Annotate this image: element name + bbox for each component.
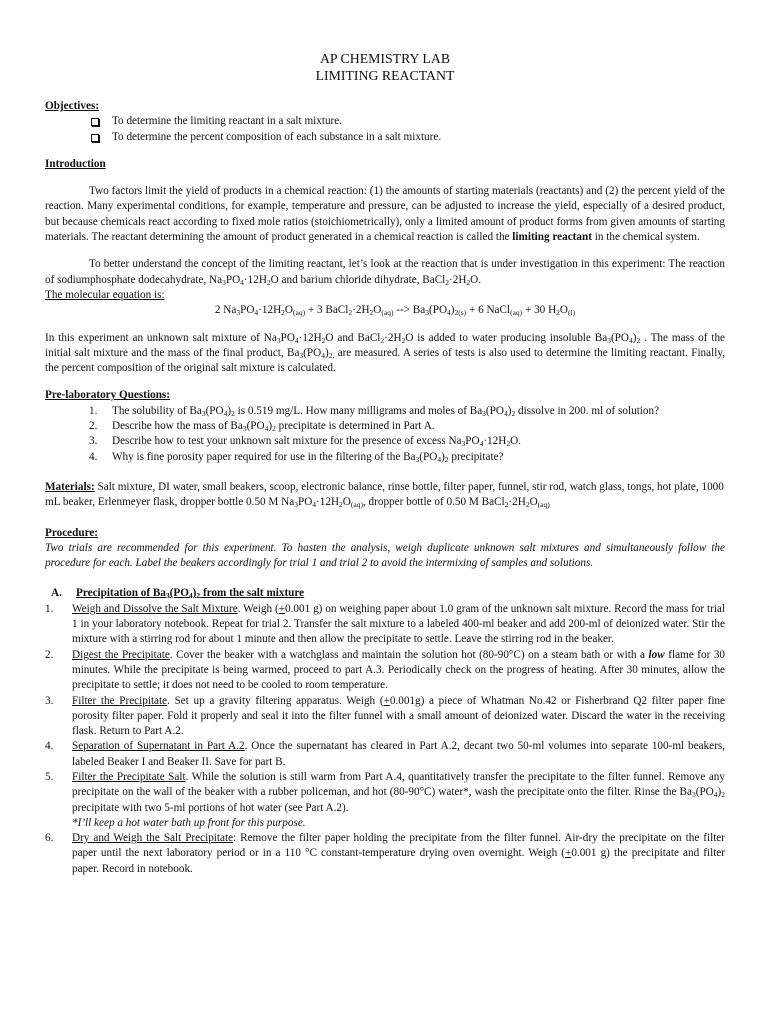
objective-item xyxy=(45,130,725,145)
step-title: Filter the Precipitate xyxy=(72,694,168,707)
prelab-question: 2. Describe how the mass of $Ba_3(PO_4)_2$ precipitate is determined in Part A. xyxy=(89,420,435,434)
molecular-equation: 2 $Na_3PO_4\cdot 12H_2O_{(aq)} + 3$ $BaCl_2\cdot 2H_2O_{(aq)}$ --> $Ba_3(PO_4)_{2(s)} + 6$ NaCl$_{(aq)}$ + 30 $H_2O_{(l)}$ xyxy=(214,304,576,318)
procedure-step: 5. Filter the Precipitate Salt. While the solution is still warm from Part A.4, quantitatively transfer the precipitate to the filter funnel. Remove any precipitate on the wall of the beaker with a rubber policeman, and hot (80-90°C) water*, wash the precipitate onto the filter. Rinse the $Ba_3(PO_4)_2$ precipitate with two 5-ml portions of hot water (see Part A.2). *I’ll keep a hot water bath up front for this purpose. xyxy=(45,770,725,829)
materials-heading: Materials: xyxy=(45,480,95,493)
title-line-1: AP CHEMISTRY LAB xyxy=(319,51,451,66)
step-note: *I’ll keep a hot water bath up front for this purpose. xyxy=(72,816,306,829)
prelab-heading: Pre-laboratory Questions: xyxy=(45,389,171,402)
prelab-question: 4. Why is fine porosity paper required for use in the filtering of the $Ba_3(PO_4)_2$ precipitate? xyxy=(89,450,504,464)
prelab-question-list xyxy=(45,404,725,465)
procedure-step: 4. Separation of Supernatant in Part A.2. Once the supernatant has cleared in Part A.2, decant two 50-ml volumes into separate 100-ml beakers, labeled Beaker I and Beaker II. Save for part B. xyxy=(45,740,725,768)
step-title: Filter the Precipitate Salt xyxy=(72,770,186,783)
title-line-2: LIMITING REACTANT xyxy=(315,68,455,83)
objectives-list xyxy=(45,114,725,145)
introduction-heading: Introduction xyxy=(45,157,106,170)
procedure-step: 3. Filter the Precipitate. Set up a gravity filtering apparatus. Weigh (+0.001g) a piece of Whatman No.42 or Fisherbrand Q2 filter paper fine porosity filter paper. Fold it properly and seal it into the filter funnel with a small amount of deionized water. Discard the water in the receiving flask. Return to Part A.2. xyxy=(45,694,725,738)
procedure-step-list xyxy=(45,602,725,877)
procedure-step: 2. Digest the Precipitate. Cover the beaker with a watchglass and maintain the solution hot (80-90°C) on a steam bath or with a low flame for 30 minutes. While the precipitate is being warmed, proceed to part A.3. Periodically check on the progress of heating. After 30 minutes, allow the precipitate to settle; it does not need to be cooled to room temperature. xyxy=(45,648,726,692)
intro-paragraph-1: Two factors limit the yield of products in a chemical reaction: (1) the amounts of starting materials (reactants) and (2) the percent yield of the reaction. Many experimental conditions, for example, temperature and pressure, can be adjusted to increase the yield, especially of a desired product, but because chemicals react according to fixed mole ratios (stoichiometrically), only a limited amount of product forms from given amounts of starting materials. The reactant determining the amount of product generated in a chemical reaction is called the limiting reactant in the chemical system. xyxy=(45,185,725,244)
procedure-heading: Procedure: xyxy=(45,526,99,539)
prelab-question: 3. Describe how to test your unknown salt mixture for the presence of excess $Na_3PO_4\cdot 12H_2O$. xyxy=(89,435,521,449)
document-title xyxy=(45,50,725,84)
objective-text: To determine the percent composition of each substance in a salt mixture. xyxy=(112,130,442,143)
procedure-section xyxy=(45,526,725,878)
procedure-step: 1. Weigh and Dissolve the Salt Mixture. Weigh (+0.001 g) on weighing paper about 1.0 gram of the unknown salt mixture. Record the mass for trial 1 in your laboratory notebook. Repeat for trial 2. Transfer the salt mixture to a labeled 400-ml beaker and add 200-ml of deionized water. Stir the mixture with a stirring rod for about 1 minute and then allow the precipitate to settle. Leave the stirring rod in the beaker. xyxy=(45,602,726,646)
part-a-heading: A. Precipitation of $Ba_3(PO_4)_2$ from the salt mixture xyxy=(51,587,305,601)
objectives-section xyxy=(45,99,725,145)
intro-paragraph-2: To better understand the concept of the limiting reactant, let’s look at the reaction that is under investigation in this experiment: The reaction of sodiumphosphate dodecahydrate, $Na_3PO_4\cdot 12H_2O$ and barium chloride dihydrate, $BaCl_2\cdot 2H_2O$. xyxy=(45,258,725,287)
prelab-section xyxy=(45,388,725,464)
objective-item xyxy=(45,114,725,129)
step-title: Dry and Weigh the Salt Precipitate xyxy=(72,832,234,845)
materials-section: Materials: Salt mixture, DI water, small beakers, scoop, electronic balance, rinse bottle, filter paper, funnel, stir rod, watch glass, tongs, hot plate, 1000 mL beaker, Erlenmeyer flask, dropper bottle 0.50 M $Na_3PO_4\cdot 12H_2O_{(aq)}$, dropper bottle of 0.50 M $BaCl_2\cdot 2H_2O_{(aq)}$ xyxy=(45,480,724,510)
step-title: Weigh and Dissolve the Salt Mixture xyxy=(72,602,238,615)
procedure-step: 6. Dry and Weigh the Salt Precipitate: Remove the filter paper holding the precipitate from the filter funnel. Air-dry the precipitate on the filter paper until the next laboratory period or in a 110 °C constant-temperature drying oven overnight. Weigh (+0.001 g) the precipitate and filter paper. Record in notebook. xyxy=(45,832,725,875)
checkbox-bullet-icon xyxy=(91,118,99,126)
prelab-question: 1. The solubility of $Ba_3(PO_4)_2$ is 0.519 mg/L. How many milligrams and moles of $Ba_3(PO_4)_2$ dissolve in 200. ml of solution? xyxy=(89,404,660,418)
procedure-intro: Two trials are recommended for this experiment. To hasten the analysis, weigh duplicate unknown salt mixtures and simultaneously follow the procedure for each. Label the beakers accordingly for trial 1 and trial 2 to avoid the intermixing of samples and solutions. xyxy=(45,541,725,570)
intro-paragraph-3: In this experiment an unknown salt mixture of $Na_3PO_4\cdot 12H_2O$ and $BaCl_2\cdot 2H_2O$ is added to water producing insoluble $Ba_3(PO_4)_2$ . The mass of the initial salt mixture and the mass of the final product, $Ba_3(PO_4)_{2,}$ are measured. A series of tests is also used to determine the limiting reactant. Finally, the percent composition of the original salt mixture is calculated. xyxy=(45,331,726,375)
step-title: Digest the Precipitate xyxy=(72,648,170,661)
objective-text: To determine the limiting reactant in a salt mixture. xyxy=(112,115,343,128)
lab-handout xyxy=(45,50,725,877)
limiting-reactant-term: limiting reactant xyxy=(512,231,592,244)
step-title: Separation of Supernatant in Part A.2 xyxy=(72,740,245,753)
introduction-section xyxy=(45,157,725,377)
checkbox-bullet-icon xyxy=(91,134,99,142)
molecular-equation-label: The molecular equation is: xyxy=(45,288,165,301)
objectives-heading: Objectives: xyxy=(45,100,100,112)
